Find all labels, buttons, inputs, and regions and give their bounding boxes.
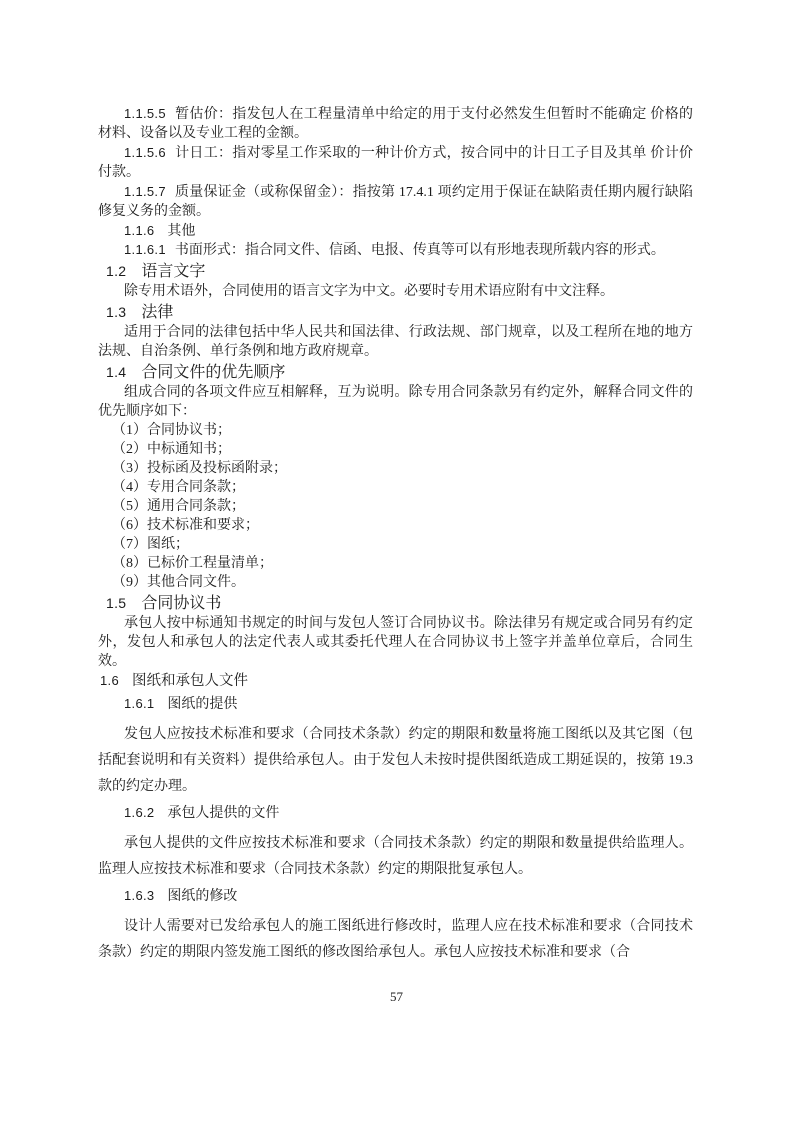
list-item: （8）已标价工程量清单； <box>112 556 273 571</box>
clause-text: 发包人应按技术标准和要求（合同技术条款）约定的期限和数量将施工图纸以及其它图（包括配套说明和有关资料）提供给承包人。由于发包人未按时提供图纸造成工期延误的，按第 19.3 款的约定办理。 <box>98 727 693 794</box>
heading-text: 承包人提供的文件 <box>167 804 280 820</box>
clause-paragraph <box>98 323 693 361</box>
clause-number: 1.1.5.5 <box>124 106 166 121</box>
section-heading-1-5 <box>98 593 693 614</box>
heading-text: 图纸的提供 <box>167 695 238 711</box>
priority-order-list <box>98 421 693 592</box>
clause-number: 1.1.6.1 <box>124 242 166 257</box>
list-item: （1）合同协议书； <box>112 423 231 438</box>
subsection-heading-1-1-6 <box>98 221 693 240</box>
document-body <box>98 104 693 968</box>
section-number: 1.5 <box>106 595 127 611</box>
clause-number: 1.1.6 <box>124 223 155 238</box>
list-item: （4）专用合同条款； <box>112 480 245 495</box>
clause-paragraph <box>98 282 693 301</box>
clause-paragraph-1-1-5-6 <box>98 143 693 182</box>
subsection-heading-1-6-3 <box>98 886 693 905</box>
list-item: （9）其他合同文件。 <box>112 575 245 590</box>
clause-text: 组成合同的各项文件应互相解释，互为说明。除专用合同条款另有约定外，解释合同文件的优先顺序如下： <box>98 385 693 419</box>
section-number: 1.6 <box>100 673 119 688</box>
subsection-heading-1-6-1 <box>98 694 693 713</box>
list-item: （2）中标通知书； <box>112 442 231 457</box>
clause-number: 1.1.5.6 <box>124 145 166 160</box>
section-heading-1-6 <box>98 671 693 691</box>
heading-text: 法律 <box>141 304 174 321</box>
section-number: 1.4 <box>106 364 127 380</box>
heading-text: 其他 <box>167 222 196 238</box>
list-item: （3）投标函及投标函附录； <box>112 461 287 476</box>
clause-text: 承包人按中标通知书规定的时间与发包人签订合同协议书。除法律另有规定或合同另有约定外，发包人和承包人的法定代表人或其委托代理人在合同协议书上签字并盖单位章后，合同生效。 <box>98 616 693 669</box>
heading-text: 合同文件的优先顺序 <box>141 364 286 381</box>
section-heading-1-4 <box>98 362 693 383</box>
section-heading-1-2 <box>98 261 693 282</box>
clause-paragraph-1-1-6-1 <box>98 240 693 260</box>
page-number: 57 <box>390 989 403 1004</box>
list-item: （5）通用合同条款； <box>112 499 245 514</box>
section-heading-1-3 <box>98 302 693 323</box>
clause-paragraph <box>98 614 693 671</box>
clause-text: 承包人提供的文件应按技术标准和要求（合同技术条款）约定的期限和数量提供给监理人。监理人应按技术标准和要求（合同技术条款）约定的期限批复承包人。 <box>98 836 693 877</box>
clause-number: 1.6.3 <box>124 888 155 903</box>
heading-text: 语言文字 <box>141 263 206 280</box>
clause-text: 适用于合同的法律包括中华人民共和国法律、行政法规、部门规章，以及工程所在地的地方法规、自治条例、单行条例和地方政府规章。 <box>98 325 693 359</box>
clause-text: 书面形式：指合同文件、信函、电报、传真等可以有形地表现所载内容的形式。 <box>174 243 665 258</box>
clause-paragraph-1-1-5-7 <box>98 182 693 221</box>
section-number: 1.2 <box>106 263 127 279</box>
clause-number: 1.1.5.7 <box>124 184 166 199</box>
clause-paragraph <box>98 831 693 883</box>
clause-text: 设计人需要对已发给承包人的施工图纸进行修改时，监理人应在技术标准和要求（合同技术条款）约定的期限内签发施工图纸的修改图给承包人。承包人应按技术标准和要求（合 <box>98 919 693 960</box>
subsection-heading-1-6-2 <box>98 803 693 822</box>
section-number: 1.3 <box>106 304 127 320</box>
heading-text: 合同协议书 <box>141 595 222 612</box>
clause-text: 除专用术语外，合同使用的语言文字为中文。必要时专用术语应附有中文注释。 <box>124 284 614 299</box>
clause-number: 1.6.2 <box>124 805 155 820</box>
clause-paragraph <box>98 914 693 966</box>
list-item: （6）技术标准和要求； <box>112 518 259 533</box>
clause-text: 计日工：指对零星工作采取的一种计价方式，按合同中的计日工子目及其单 价计价付款。 <box>98 146 693 180</box>
clause-text: 质量保证金（或称保留金）：指按第 17.4.1 项约定用于保证在缺陷责任期内履行缺陷修复义务的金额。 <box>98 185 693 219</box>
clause-text: 暂估价：指发包人在工程量清单中给定的用于支付必然发生但暂时不能确定 价格的材料、设备以及专业工程的金额。 <box>98 107 693 141</box>
clause-number: 1.6.1 <box>124 696 155 711</box>
clause-paragraph <box>98 722 693 800</box>
heading-text: 图纸和承包人文件 <box>131 673 248 689</box>
list-item: （7）图纸； <box>112 537 189 552</box>
clause-paragraph <box>98 383 693 421</box>
heading-text: 图纸的修改 <box>167 887 238 903</box>
clause-paragraph-1-1-5-5 <box>98 104 693 143</box>
